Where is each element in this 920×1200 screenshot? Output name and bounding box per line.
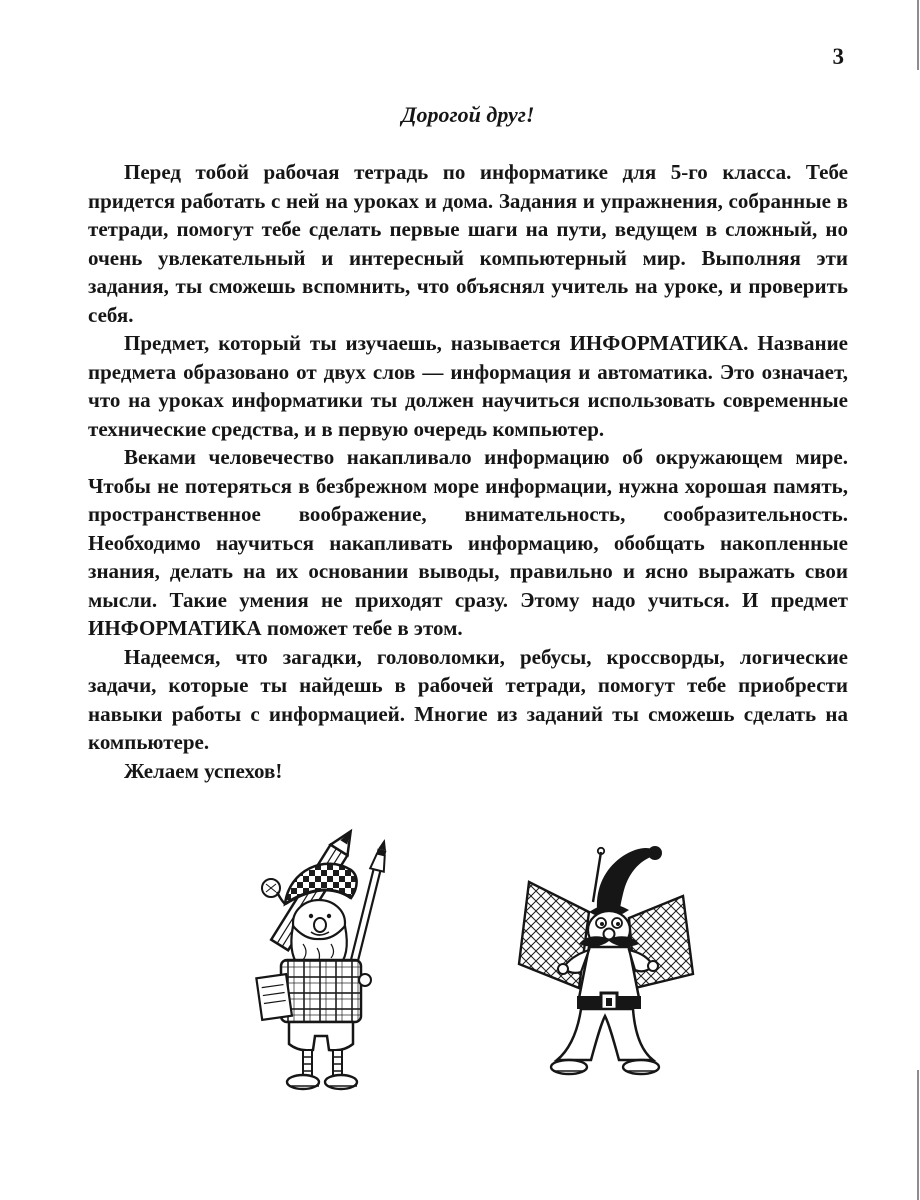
paragraph: Надеемся, что загадки, головоломки, ребусы, кроссворды, логические задачи, которые ты найдешь в рабочей тетради, помогут тебе приобрести навыки работы с информацией. Многие из заданий ты сможешь сделать на компьютере. (88, 644, 848, 754)
scan-edge-artifact (917, 1070, 919, 1200)
body-text (88, 158, 848, 785)
paragraph: Веками человечество накапливало информацию об окружающем мире. Чтобы не потеряться в безбрежном море информации, нужна хорошая память, пространственное воображение, внимательность, сообразительность. Необходимо научиться накапливать информацию, обобщать накопленные знания, делать на их основании выводы, правильно и ясно выражать свои мысли. Такие умения не приходят сразу. Этому надо учиться. И предмет ИНФОРМАТИКА поможет тебе в этом. (88, 445, 848, 640)
gnome-legs (287, 1022, 357, 1089)
illustrations-row (0, 828, 920, 1098)
page-number: 3 (832, 44, 844, 69)
gnome-artist-illustration (219, 828, 429, 1098)
page-content (88, 102, 848, 785)
paragraph: Предмет, который ты изучаешь, называется ИНФОРМАТИКА. Название предмета образовано от двух слов — информация и автоматика. Это означает, что на уроках информатики ты должен научиться использовать современные технические средства, и в первую очередь компьютер. (88, 331, 848, 441)
gnome-net-illustration (501, 846, 701, 1098)
gnome-body (256, 960, 371, 1022)
page-heading: Дорогой друг! (401, 102, 535, 127)
brush-icon (346, 837, 392, 968)
closing-line: Желаем успехов! (124, 758, 283, 783)
gnome-legs (551, 1009, 659, 1074)
paragraph: Перед тобой рабочая тетрадь по информатике для 5-го класса. Тебе придется работать с ней на уроках и дома. Задания и упражнения, собранные в тетради, помогут тебе сделать первые шаги на пути, ведущем в сложный, но очень увлекательный и интересный компьютерный мир. Выполняя эти задания, ты сможешь вспомнить, что объяснял учитель на уроке, и проверить себя. (88, 160, 848, 327)
scan-edge-artifact (917, 0, 919, 70)
